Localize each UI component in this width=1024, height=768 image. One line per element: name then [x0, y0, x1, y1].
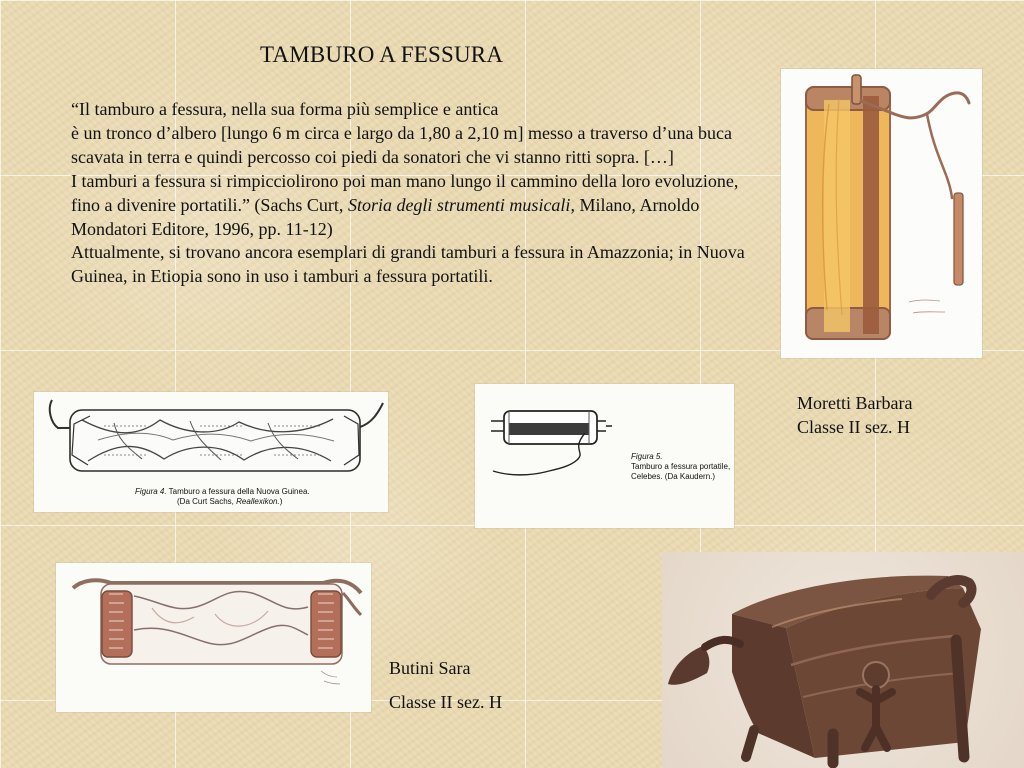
figure-4-source-title: Reallexikon. [236, 497, 280, 506]
paragraph-source-text-1: I tamburi a fessura si rimpicciolirono poi man mano lungo il cammino della loro evoluzione, fino a divenire portatili.” (Sachs Curt, [71, 170, 739, 215]
figure-5-caption [631, 452, 731, 482]
author-moretti [797, 391, 997, 439]
paragraph-source-book-title: Storia degli strumenti musicali [347, 194, 571, 215]
figure-5-label: Figura 5. [631, 452, 663, 461]
author-moretti-name: Moretti Barbara [797, 393, 913, 413]
wooden-slit-drum-photo-svg [662, 552, 1024, 768]
figure-4-caption-line-2 [135, 497, 370, 507]
paragraph-quote-intro: “Il tamburo a fessura, nella sua forma più semplice e antica [71, 99, 499, 119]
new-guinea-drum-figure [34, 392, 388, 512]
carved-drum-drawing [56, 563, 371, 712]
author-moretti-class: Classe II sez. H [797, 417, 910, 437]
paragraph-quote-description: è un tronco d’albero [lungo 6 m circa e largo da 1,80 a 2,10 m] messo a traverso d’una buca scavata in terra e quindi percosso coi piedi da sonatori che vi stanno ritti sopra. […] [71, 122, 732, 167]
figure-4-caption-line-1 [135, 487, 370, 497]
paragraph-current-examples: Attualmente, si trovano ancora esemplari di grandi tamburi a fessura in Amazzonia; in Nuova Guinea, in Etiopia sono in uso i tamburi a fessura portatili. [71, 242, 745, 287]
slide-title: TAMBURO A FESSURA [260, 42, 504, 67]
paragraph-source-text-2: , Milano, Arnoldo Mondatori Editore, 1996, pp. 11-12) [71, 194, 700, 239]
figure-4-source-suffix: ) [279, 497, 283, 506]
figure-5-caption-line-2: Celebes. (Da Kaudern.) [631, 472, 716, 481]
author-butini-name: Butini Sara [389, 658, 471, 678]
portable-drum-drawing-svg [781, 69, 982, 358]
celebes-drum-figure [475, 384, 734, 528]
grid-line-horizontal-1 [0, 0, 1024, 1]
paragraph-quote-source [71, 170, 751, 242]
wooden-slit-drum-photo [662, 552, 1024, 768]
grid-line-vertical-1 [0, 0, 1, 768]
figure-4-title: Tamburo a fessura della Nuova Guinea. [168, 487, 310, 496]
author-butini [389, 651, 589, 719]
portable-drum-drawing [781, 69, 982, 358]
figure-5-caption-line-1: Tamburo a fessura portatile, [631, 462, 731, 471]
figure-4-caption [135, 487, 370, 507]
carved-drum-drawing-svg [56, 563, 371, 712]
main-text [71, 98, 751, 289]
author-butini-class: Classe II sez. H [389, 692, 502, 712]
figure-4-source-prefix: (Da Curt Sachs, [177, 497, 237, 506]
figure-4-label: Figura 4. [135, 487, 167, 496]
